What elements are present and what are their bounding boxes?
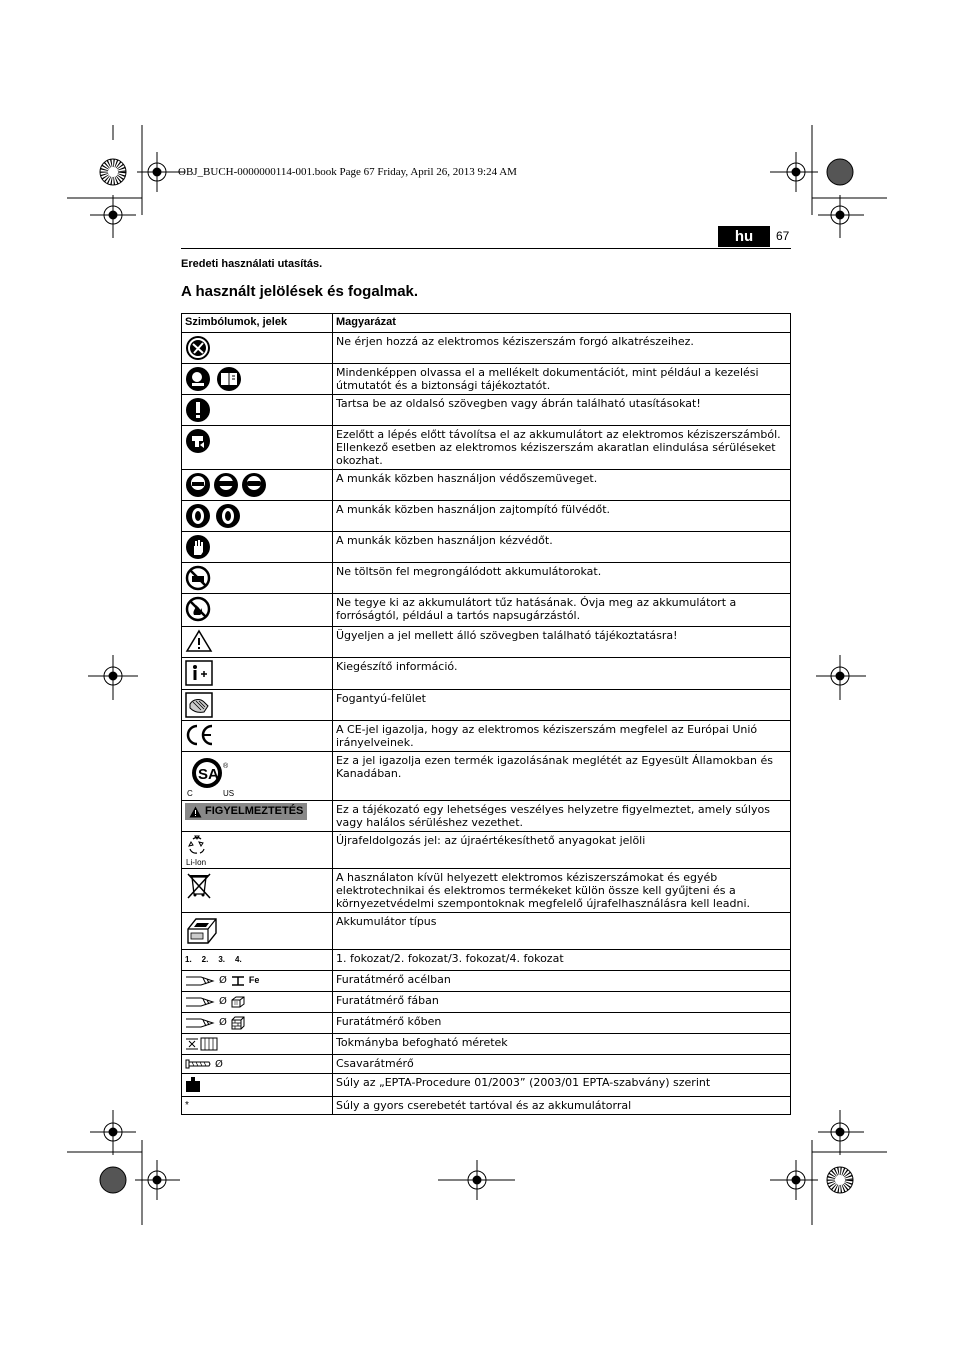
document-subtitle: Eredeti használati utasítás. [181,258,323,270]
csa-us-label: US [223,789,235,798]
table-row [182,395,791,426]
section-title: A használt jelölések és fogalmak. [181,283,419,300]
stage-3-label: 3. [218,955,226,964]
fe-label: Fe [248,975,260,985]
drill-bit-icon [185,996,215,1008]
drill-stone-icon [185,1015,329,1030]
svg-text:SA: SA [198,766,219,783]
ear-protection-icon [185,503,241,529]
language-badge: hu [718,226,770,247]
table-row [182,1074,791,1097]
row-explanation: Tokmányba befogható méretek [333,1034,791,1055]
csa-registered-label: ® [223,763,229,770]
diameter-label: Ø [219,1017,227,1028]
row-explanation: A CE-jel igazolja, hogy az elektromos kéziszerszám megfelel az Európai Unió irányelveinek. [333,721,791,752]
table-row [182,950,791,971]
column-header-symbols: Szimbólumok, jelek [182,314,333,333]
table-row [182,1097,791,1115]
recycling-liion-icon [185,834,215,866]
gloves-icon [185,534,211,560]
table-row [182,364,791,395]
row-explanation: Súly a gyors cserebetét tartóval és az akkumulátorral [333,1097,791,1115]
row-explanation: Furatátmérő fában [333,992,791,1013]
table-header-row [182,314,791,333]
table-row [182,563,791,594]
table-row [182,869,791,913]
drill-steel-icon [185,973,329,988]
table-row [182,832,791,869]
weee-bin-icon [185,871,213,899]
gear-stages-icon [185,952,329,967]
table-row [182,752,791,801]
table-row [182,333,791,364]
row-explanation: A használaton kívül helyezett elektromos kéziszerszámokat és egyéb elektrotechnikai és elektromos termékeket külön össze kell gyűjteni és a környezetvédelmi szempontoknak megfelelő újrafelhasználásra kell leadni. [333,869,791,913]
csa-mark-icon [185,754,245,798]
stage-1-label: 1. [185,955,192,964]
wood-block-icon [231,996,245,1008]
safety-goggles-icon [185,472,267,498]
row-explanation: Súly az „EPTA-Procedure 01/2003” (2003/01 EPTA-szabvány) szerint [333,1074,791,1097]
table-row [182,721,791,752]
row-explanation: Újrafeldolgozás jel: az újraértékesíthető anyagokat jelöli [333,832,791,869]
table-row [182,658,791,690]
row-explanation: 1. fokozat/2. fokozat/3. fokozat/4. fokozat [333,950,791,971]
diameter-label: Ø [219,996,227,1007]
warning-triangle-icon [185,629,213,653]
row-explanation: Ügyeljen a jel mellett álló szövegben található tájékoztatásra! [333,627,791,658]
table-row [182,627,791,658]
no-fire-icon [185,596,211,622]
row-explanation: Mindenképpen olvassa el a mellékelt dokumentációt, mint például a kezelési útmutatót és a biztonsági tájékoztatót. [333,364,791,395]
table-row [182,532,791,563]
stage-2-label: 2. [201,955,209,964]
screw-icon [185,1059,211,1069]
no-charge-damaged-icon [185,565,211,591]
screw-diameter-icon [185,1057,329,1071]
row-explanation: Ne érjen hozzá az elektromos kéziszerszám forgó alkatrészeihez. [333,333,791,364]
weight-icon [185,1076,201,1093]
liion-label: Li-Ion [186,858,207,867]
warning-banner-label: FIGYELMEZTETÉS [205,805,304,817]
row-explanation: Csavarátmérő [333,1055,791,1074]
table-row [182,992,791,1013]
read-manual-icon [185,366,243,392]
drill-bit-icon [185,1017,215,1029]
row-explanation: Furatátmérő kőben [333,1013,791,1034]
drill-bit-icon [185,975,215,987]
row-explanation: Ez a jel igazolja ezen termék igazolásának meglétét az Egyesült Államokban és Kanadában. [333,752,791,801]
row-explanation: Kiegészítő információ. [333,658,791,690]
battery-pack-icon [185,915,221,947]
header-rule [181,248,791,249]
row-explanation: Ne tegye ki az akkumulátort tűz hatásának. Óvja meg az akkumulátort a forróságtól, például a tartós napsugárzástól. [333,594,791,627]
table-row [182,913,791,950]
diameter-label: Ø [219,975,227,986]
stage-4-label: 4. [235,955,242,964]
drill-wood-icon [185,994,329,1009]
row-explanation: A munkák közben használjon zajtompító fülvédőt. [333,501,791,532]
table-row [182,470,791,501]
table-row [182,801,791,832]
warning-banner-icon [185,803,307,820]
warning-banner-triangle-icon [189,806,202,818]
row-explanation: A munkák közben használjon kézvédőt. [333,532,791,563]
info-plus-icon [185,660,213,686]
no-touch-rotating-icon [185,335,211,361]
table-row [182,1055,791,1074]
print-marker: OBJ_BUCH-0000000114-001.book Page 67 Friday, April 26, 2013 9:24 AM [178,166,517,178]
table-row [182,594,791,627]
row-explanation: Fogantyú-felület [333,690,791,721]
table-row [182,426,791,470]
row-explanation: Akkumulátor típus [333,913,791,950]
steel-profile-icon [231,975,245,987]
ce-mark-icon [185,723,215,747]
exclamation-icon [185,397,211,423]
table-row [182,1013,791,1034]
table-row [182,501,791,532]
brick-block-icon [231,1016,245,1030]
column-header-explanation: Magyarázat [333,314,791,333]
row-explanation: Furatátmérő acélban [333,971,791,992]
row-explanation: Tartsa be az oldalsó szövegben vagy ábrán található utasításokat! [333,395,791,426]
row-explanation: A munkák közben használjon védőszemüveget. [333,470,791,501]
row-explanation: Ne töltsön fel megrongálódott akkumulátorokat. [333,563,791,594]
table-row [182,1034,791,1055]
diameter-label: Ø [215,1058,223,1070]
symbols-table [181,313,791,1115]
row-explanation: Ez a tájékozató egy lehetséges veszélyes helyzetre figyelmeztet, amely súlyos vagy halálos sérüléshez vezethet. [333,801,791,832]
asterisk-mark: * [185,1100,189,1111]
remove-battery-icon [185,428,211,454]
csa-c-label: C [187,789,193,798]
page-number: 67 [776,229,790,243]
table-row [182,971,791,992]
grip-surface-icon [185,692,213,718]
table-row [182,690,791,721]
chuck-size-icon [185,1036,221,1052]
row-explanation: Ezelőtt a lépés előtt távolítsa el az akkumulátort az elektromos kéziszerszámból. Ellenkező esetben az elektromos kéziszerszám akaratlan elindulása sérüléseket okozhat. [333,426,791,470]
